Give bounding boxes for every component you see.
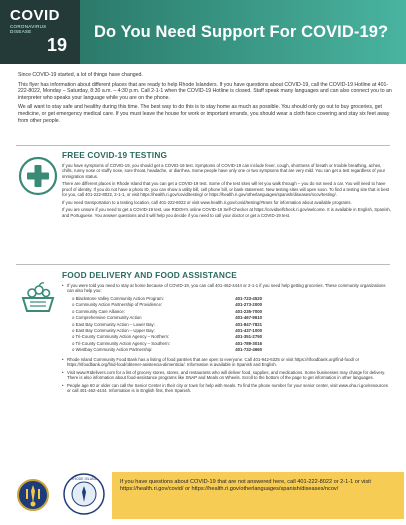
covid19-logo bbox=[0, 0, 80, 64]
testing-section bbox=[16, 150, 392, 256]
food-title: FOOD DELIVERY AND FOOD ASSISTANCE bbox=[62, 270, 238, 280]
org-phone[interactable]: 401-847-7821 bbox=[235, 321, 262, 327]
testing-paragraph: If you are unsure if you need to get a COVID-19 test, use RIDOH's online COVID-19 Self-Checker at https://covidselfcheck.ri.gov/welcome. It is available in English, Spanish, and Portuguese. You answer questions and it will help you decide if you need to call your doctor or get a COVID-19 test. bbox=[62, 207, 391, 218]
org-name: o Tri-County Community Action Agency – Southern: bbox=[72, 340, 170, 346]
divider bbox=[16, 145, 390, 146]
org-name: o Community Care Alliance: bbox=[72, 308, 126, 314]
testing-paragraph: If you have symptoms of COVID-19, you should get a COVID-19 test. Symptoms of COVID-19 can include fever, cough, shortness of breath or trouble breathing, aches, chills, runny nose or stuffy nose, sore throat, headache, or diarrhea. Some people have only one or two symptoms that are very mild. You can get a test regardless of your immigration status. bbox=[62, 163, 386, 179]
svg-text:RHODE ISLAND: RHODE ISLAND bbox=[70, 477, 98, 481]
testing-paragraph: There are different places in Rhode Island that you can get a COVID-19 test. Some of the test sites will let you walk through – you do not need a car. You will need to have proof of identity. If you do not have a photo ID, you can show a utility bill, cell phone bill, or bank statement. New testing sites will open soon. To find a testing site that is best for you, call 401-222-8022, 2-1-1, or visit https://health.ri.gov/covid/testing/ or https://health.ri.gov/otherlanguages/spanish/diseases/ncov/testing/. bbox=[62, 181, 390, 197]
footer-text: If you have questions about COVID-19 that are not answered here, call 401-222-8022 or 2-1-1 or visit https://health.ri.gov/covid/ or https://health.ri.gov/otherlanguages/spanish/diseases/ncov/ bbox=[120, 479, 371, 493]
food-bullet: • People age 60 or older can call the Senior Center in their city or town for help with meals. To find the phone number for your senior center, visit www.oha.ri.gov/resources or call 401-462-4444. Information is in English first, then Spanish. bbox=[62, 383, 392, 394]
org-name: o Tri-County Community Action Agency – Northern: bbox=[72, 334, 170, 340]
logo-number: 19 bbox=[47, 35, 68, 55]
food-bullet: • Rhode Island Community Food Bank has a listing of food pantries that are open to everyone. Call 401-942-6325 or visit https://rifoodbank.org/find-food/ or https://rifoodbank.org/find-food/obtener-asistencia-alimenticia/. Information is available in Spanish and English. bbox=[62, 357, 392, 368]
org-list bbox=[72, 296, 392, 354]
food-bullet: • Visit www.RIdelivers.com for a list of grocery stores, stores, and restaurants who will deliver food, supplies, and medications. Some businesses may charge for delivery. There is also information about food-assistance programs like SNAP and Meals on Wheels. Scroll to the bottom of the page to get information in other languages. bbox=[62, 370, 392, 381]
org-phone[interactable]: 401-235-7000 bbox=[235, 308, 262, 314]
intro-paragraph: Since COVID-19 started, a lot of things have changed. bbox=[18, 72, 143, 78]
org-phone[interactable]: 401-467-9610 bbox=[235, 315, 262, 321]
org-phone[interactable]: 401-789-3016 bbox=[235, 340, 262, 346]
divider bbox=[16, 264, 390, 265]
ri-department-of-health-seal-icon bbox=[62, 472, 106, 516]
org-name: o East Bay Community Action – Lower Bay: bbox=[72, 321, 155, 327]
ri-state-seal-icon bbox=[16, 478, 50, 512]
org-name: o Westbay Community Action Partnership: bbox=[72, 347, 153, 353]
logo-subtitle: CORONAVIRUS DISEASE bbox=[10, 24, 47, 34]
testing-paragraph: If you need transportation to a testing location, call 401-222-8022 or visit www.health.ri.gov/covid/testing/#trans for information about available programs. bbox=[62, 199, 352, 205]
org-name: o East Bay Community Action – Upper Bay: bbox=[72, 328, 155, 334]
testing-title: FREE COVID-19 TESTING bbox=[62, 150, 168, 160]
title-band bbox=[80, 0, 406, 64]
food-lead: • If you were told you need to stay at home because of COVID-19, you can call 401-462-4444 or 2-1-1 if you need help getting groceries. These community organizations can also help you: bbox=[62, 283, 392, 294]
food-basket-icon bbox=[18, 278, 58, 318]
intro-paragraph: This flyer has information about different places that are ready to help Rhode Islanders. If you have questions about COVID-19, call the COVID-19 Hotline at 401-222-8022, Monday – Saturday, 8:30 a.m. – 4:30 p.m. Call 2-1-1 when the COVID-19 Hotline is closed. Staff speak many languages and can also connect you to an interpreter who speaks your language while you are on the phone. bbox=[18, 81, 392, 101]
page-title: Do You Need Support For COVID-19? bbox=[94, 22, 389, 41]
org-name: o Comprehensive Community Action bbox=[72, 315, 142, 321]
org-phone[interactable]: 401-732-4660 bbox=[235, 347, 262, 353]
org-name: o Blackstone Valley Community Action Program: bbox=[72, 295, 164, 301]
org-phone[interactable]: 401-723-4520 bbox=[235, 295, 262, 301]
org-phone[interactable]: 401-437-1000 bbox=[235, 328, 262, 334]
org-name: o Community Action Partnership of Providence: bbox=[72, 302, 163, 308]
testing-body bbox=[62, 150, 392, 220]
footer-callout bbox=[112, 472, 404, 519]
intro-paragraph: We all want to stay safe and healthy during this time. The best way to do this is to stay home as much as possible. You should only go out to buy groceries, get medicine, or get emergency medical care. If you must leave the house for work or important errands, you should wear a cloth face covering and stay six feet away from other people. bbox=[18, 104, 390, 124]
footer bbox=[0, 468, 406, 525]
org-row bbox=[72, 347, 262, 353]
org-phone[interactable]: 401-273-2000 bbox=[235, 302, 262, 308]
intro bbox=[18, 72, 394, 127]
medical-cross-icon bbox=[18, 156, 58, 196]
food-section bbox=[16, 270, 392, 464]
logo-word: COVID bbox=[10, 7, 61, 24]
header bbox=[0, 0, 406, 64]
food-body bbox=[62, 270, 392, 396]
org-phone[interactable]: 401-351-2750 bbox=[235, 334, 262, 340]
